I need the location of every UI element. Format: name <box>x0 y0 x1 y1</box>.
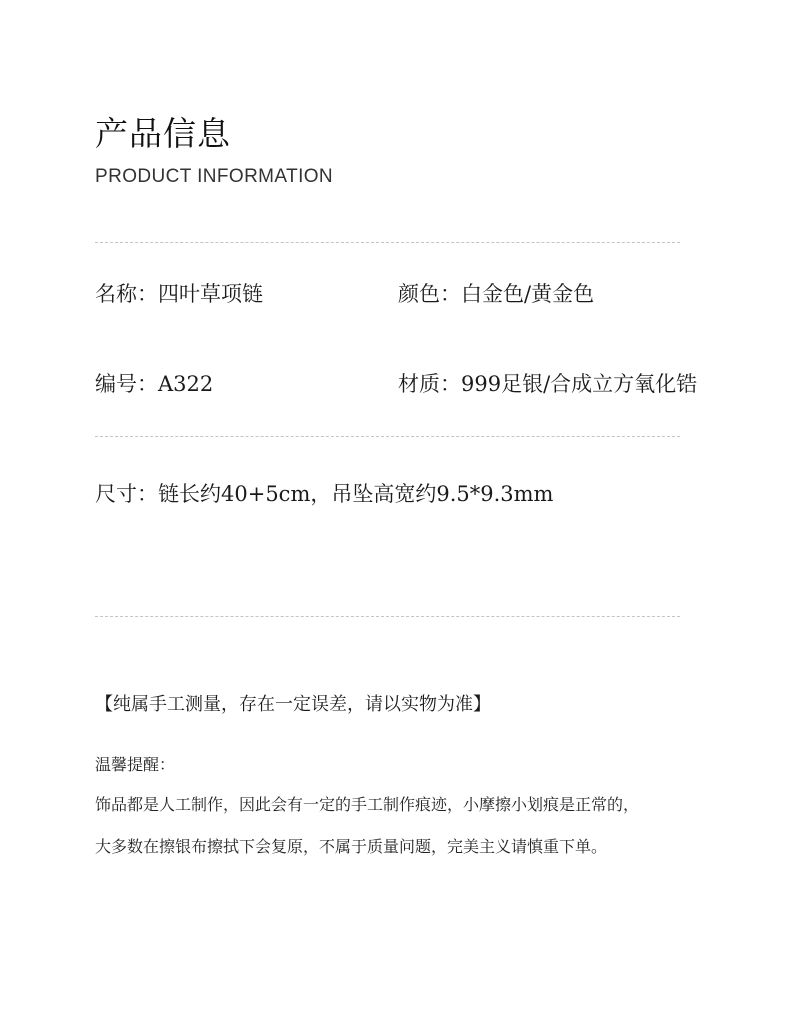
product-material: 材质：999足银/合成立方氧化锆 <box>398 372 698 396</box>
divider <box>95 436 680 437</box>
measurement-note: 【纯属手工测量，存在一定误差，请以实物为准】 <box>95 694 491 715</box>
page-title: 产品信息 <box>95 114 231 153</box>
reminder-line: 饰品都是人工制作，因此会有一定的手工制作痕迹，小摩擦小划痕是正常的， <box>95 795 640 814</box>
reminder-line: 大多数在擦银布擦拭下会复原，不属于质量问题，完美主义请慎重下单。 <box>95 837 608 856</box>
product-name: 名称：四叶草项链 <box>95 282 263 306</box>
product-size: 尺寸：链长约40+5cm，吊坠高宽约9.5*9.3mm <box>95 482 554 506</box>
product-color: 颜色：白金色/黄金色 <box>398 282 595 306</box>
reminder-title: 温馨提醒： <box>95 755 176 774</box>
divider <box>95 616 680 617</box>
page-subtitle: PRODUCT INFORMATION <box>95 166 334 187</box>
divider <box>95 242 680 243</box>
product-code: 编号：A322 <box>95 372 214 396</box>
